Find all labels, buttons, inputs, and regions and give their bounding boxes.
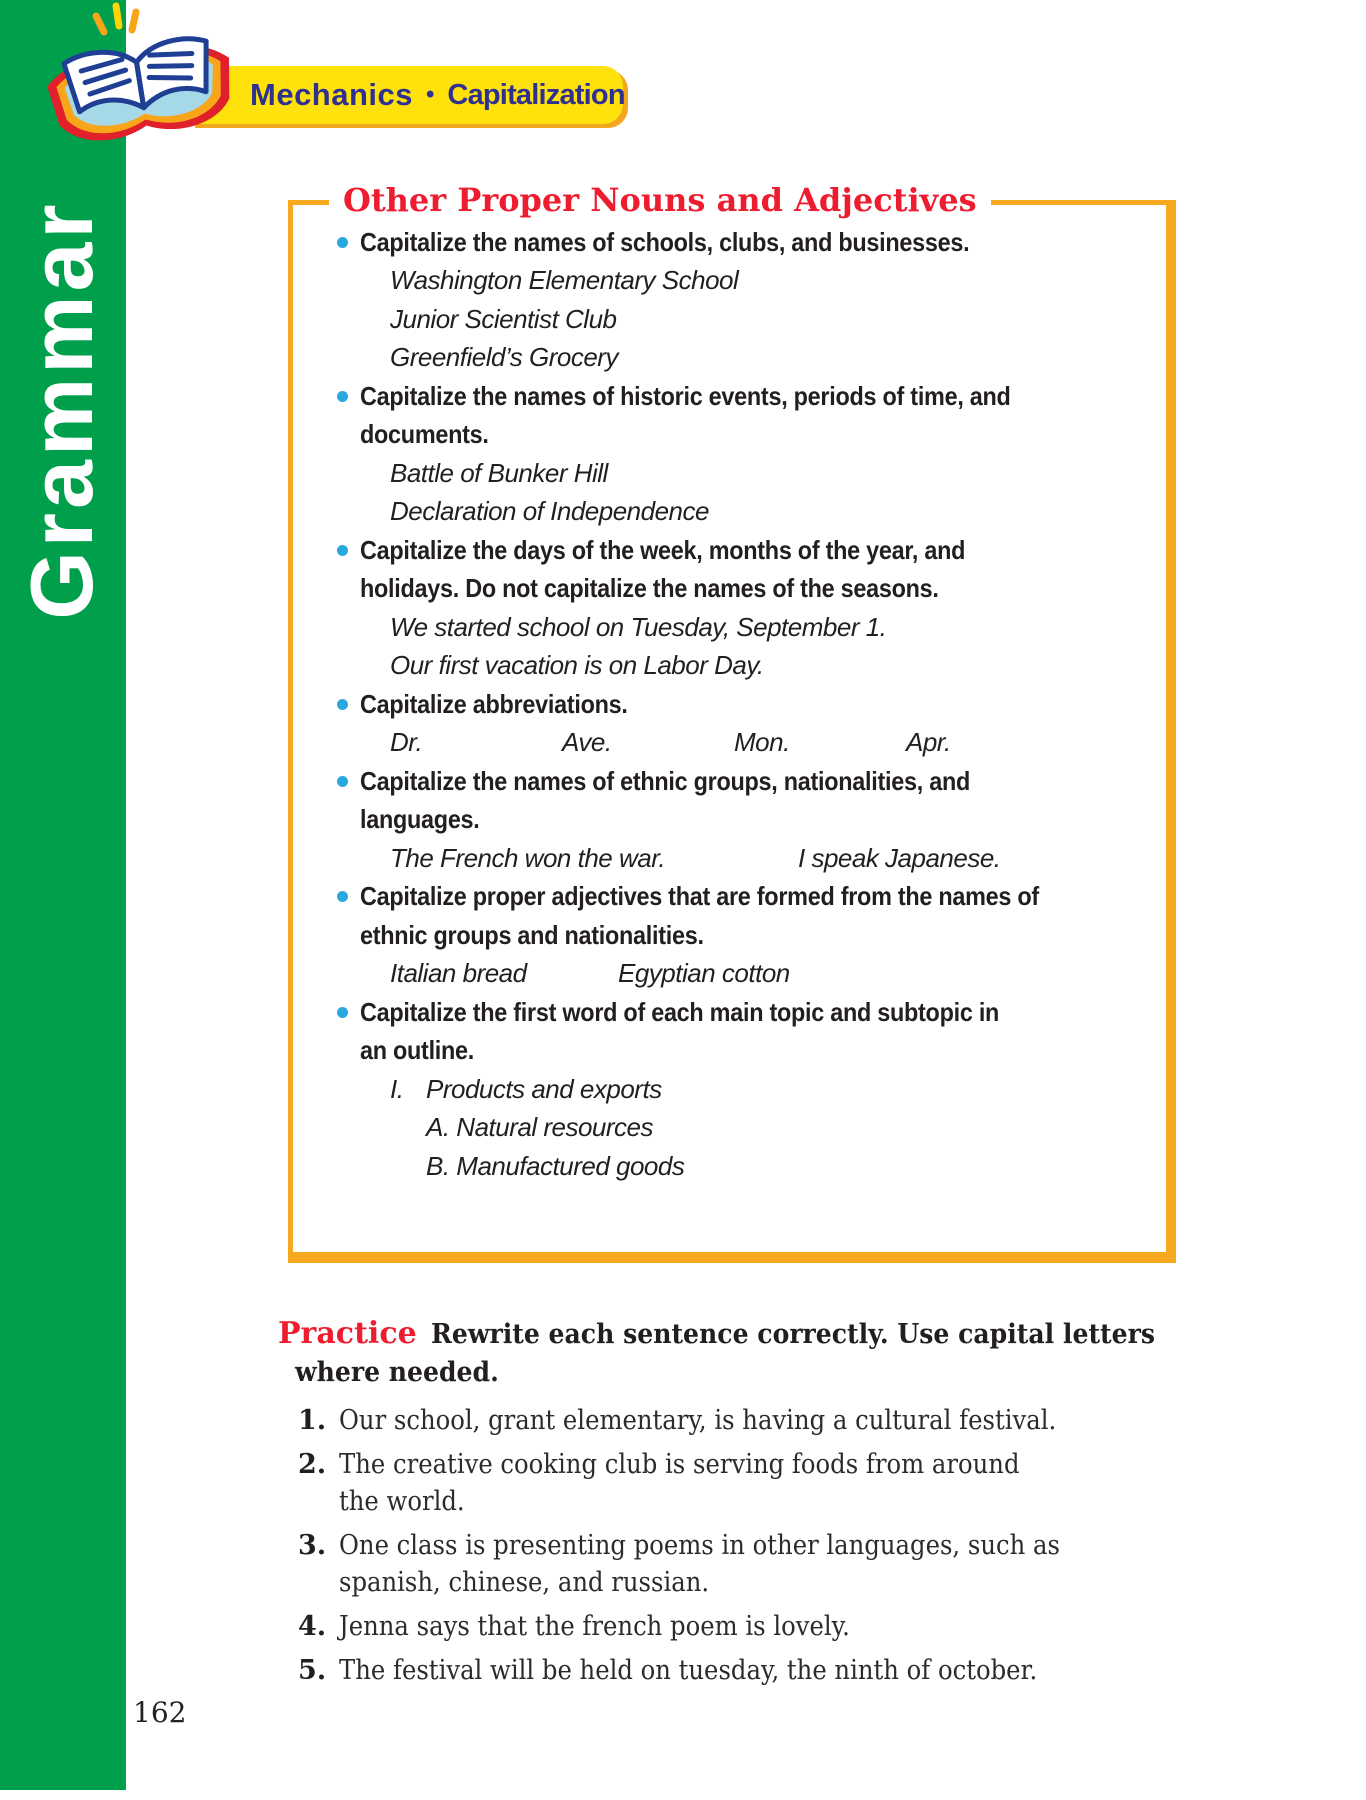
rule-example: Declaration of Independence [390, 496, 709, 527]
rule-item-continuation: ethnic groups and nationalities. [360, 919, 704, 950]
rule-example-pair: The French won the war. I speak Japanese. [390, 842, 1001, 873]
rule-example-outline: I. Products and exports [390, 1073, 662, 1104]
practice-item: 1. Our school, grant elementary, is having a cultural festival. [278, 1402, 1088, 1439]
rule-example: Greenfield’s Grocery [390, 342, 618, 373]
banner-separator-dot: • [426, 81, 435, 108]
book-icon [38, 0, 242, 148]
practice-item-number: 4. [298, 1611, 327, 1642]
rules-list [293, 205, 1166, 1186]
rules-box-title: Other Proper Nouns and Adjectives [329, 175, 991, 225]
rule-item: Capitalize proper adjectives that are formed from the names of [293, 878, 1166, 917]
practice-item-number: 1. [298, 1405, 327, 1436]
rule-example-pair: Italian bread Egyptian cotton [390, 958, 790, 989]
bullet-icon [337, 891, 348, 902]
rule-item: Capitalize the names of historic events, periods of time, and [293, 377, 1166, 416]
rule-example: Washington Elementary School [390, 265, 739, 296]
rule-item: Capitalize the names of ethnic groups, nationalities, and [293, 762, 1166, 801]
bullet-icon [337, 545, 348, 556]
practice-section [278, 1316, 1155, 1696]
rule-example-outline: A. Natural resources [426, 1112, 653, 1143]
rule-item: Capitalize the names of schools, clubs, and businesses. [293, 223, 1166, 262]
practice-item-number: 3. [298, 1530, 327, 1561]
rule-item: Capitalize the first word of each main topic and subtopic in [293, 993, 1166, 1032]
rule-item-continuation: languages. [360, 804, 480, 835]
rule-item-continuation: documents. [360, 419, 489, 450]
rule-example: Battle of Bunker Hill [390, 457, 608, 488]
bullet-icon [337, 776, 348, 787]
rule-example: We started school on Tuesday, September 1. [390, 611, 887, 642]
practice-label: Practice [278, 1316, 417, 1351]
practice-item-number: 5. [298, 1655, 327, 1686]
practice-item: 3. One class is presenting poems in other languages, such as spanish, chinese, and russian. [278, 1527, 1088, 1601]
practice-instruction-line2: where needed. [295, 1357, 499, 1388]
practice-list [278, 1402, 1088, 1689]
bullet-icon [337, 237, 348, 248]
practice-instruction-line1: Rewrite each sentence correctly. Use capital letters [430, 1319, 1155, 1350]
grammar-sidebar [0, 0, 126, 1790]
page-number: 162 [133, 1696, 187, 1729]
bullet-icon [337, 699, 348, 710]
rule-item: Capitalize the days of the week, months of the year, and [293, 531, 1166, 570]
bullet-icon [337, 1007, 348, 1018]
rule-item-continuation: holidays. Do not capitalize the names of the seasons. [360, 573, 939, 604]
banner-section-label: Mechanics [250, 77, 414, 112]
practice-item-number: 2. [298, 1449, 327, 1480]
sidebar-label: Grammar [12, 200, 111, 620]
section-banner [190, 66, 623, 124]
practice-item: 2. The creative cooking club is serving foods from around the world. [278, 1446, 1088, 1520]
practice-item: 4. Jenna says that the french poem is lovely. [278, 1608, 1088, 1645]
rule-example: Junior Scientist Club [390, 303, 617, 334]
practice-item: 5. The festival will be held on tuesday, the ninth of october. [278, 1652, 1088, 1689]
rule-example-outline: B. Manufactured goods [426, 1150, 685, 1181]
rule-example-columns: Dr. Ave. Mon. Apr. [390, 727, 951, 758]
rule-item: Capitalize abbreviations. [293, 685, 1166, 724]
banner-topic-label: Capitalization [447, 78, 625, 111]
rule-item-continuation: an outline. [360, 1035, 475, 1066]
practice-header [278, 1316, 1155, 1356]
rule-example: Our first vacation is on Labor Day. [390, 650, 764, 681]
bullet-icon [337, 391, 348, 402]
rules-box [288, 181, 1176, 1263]
